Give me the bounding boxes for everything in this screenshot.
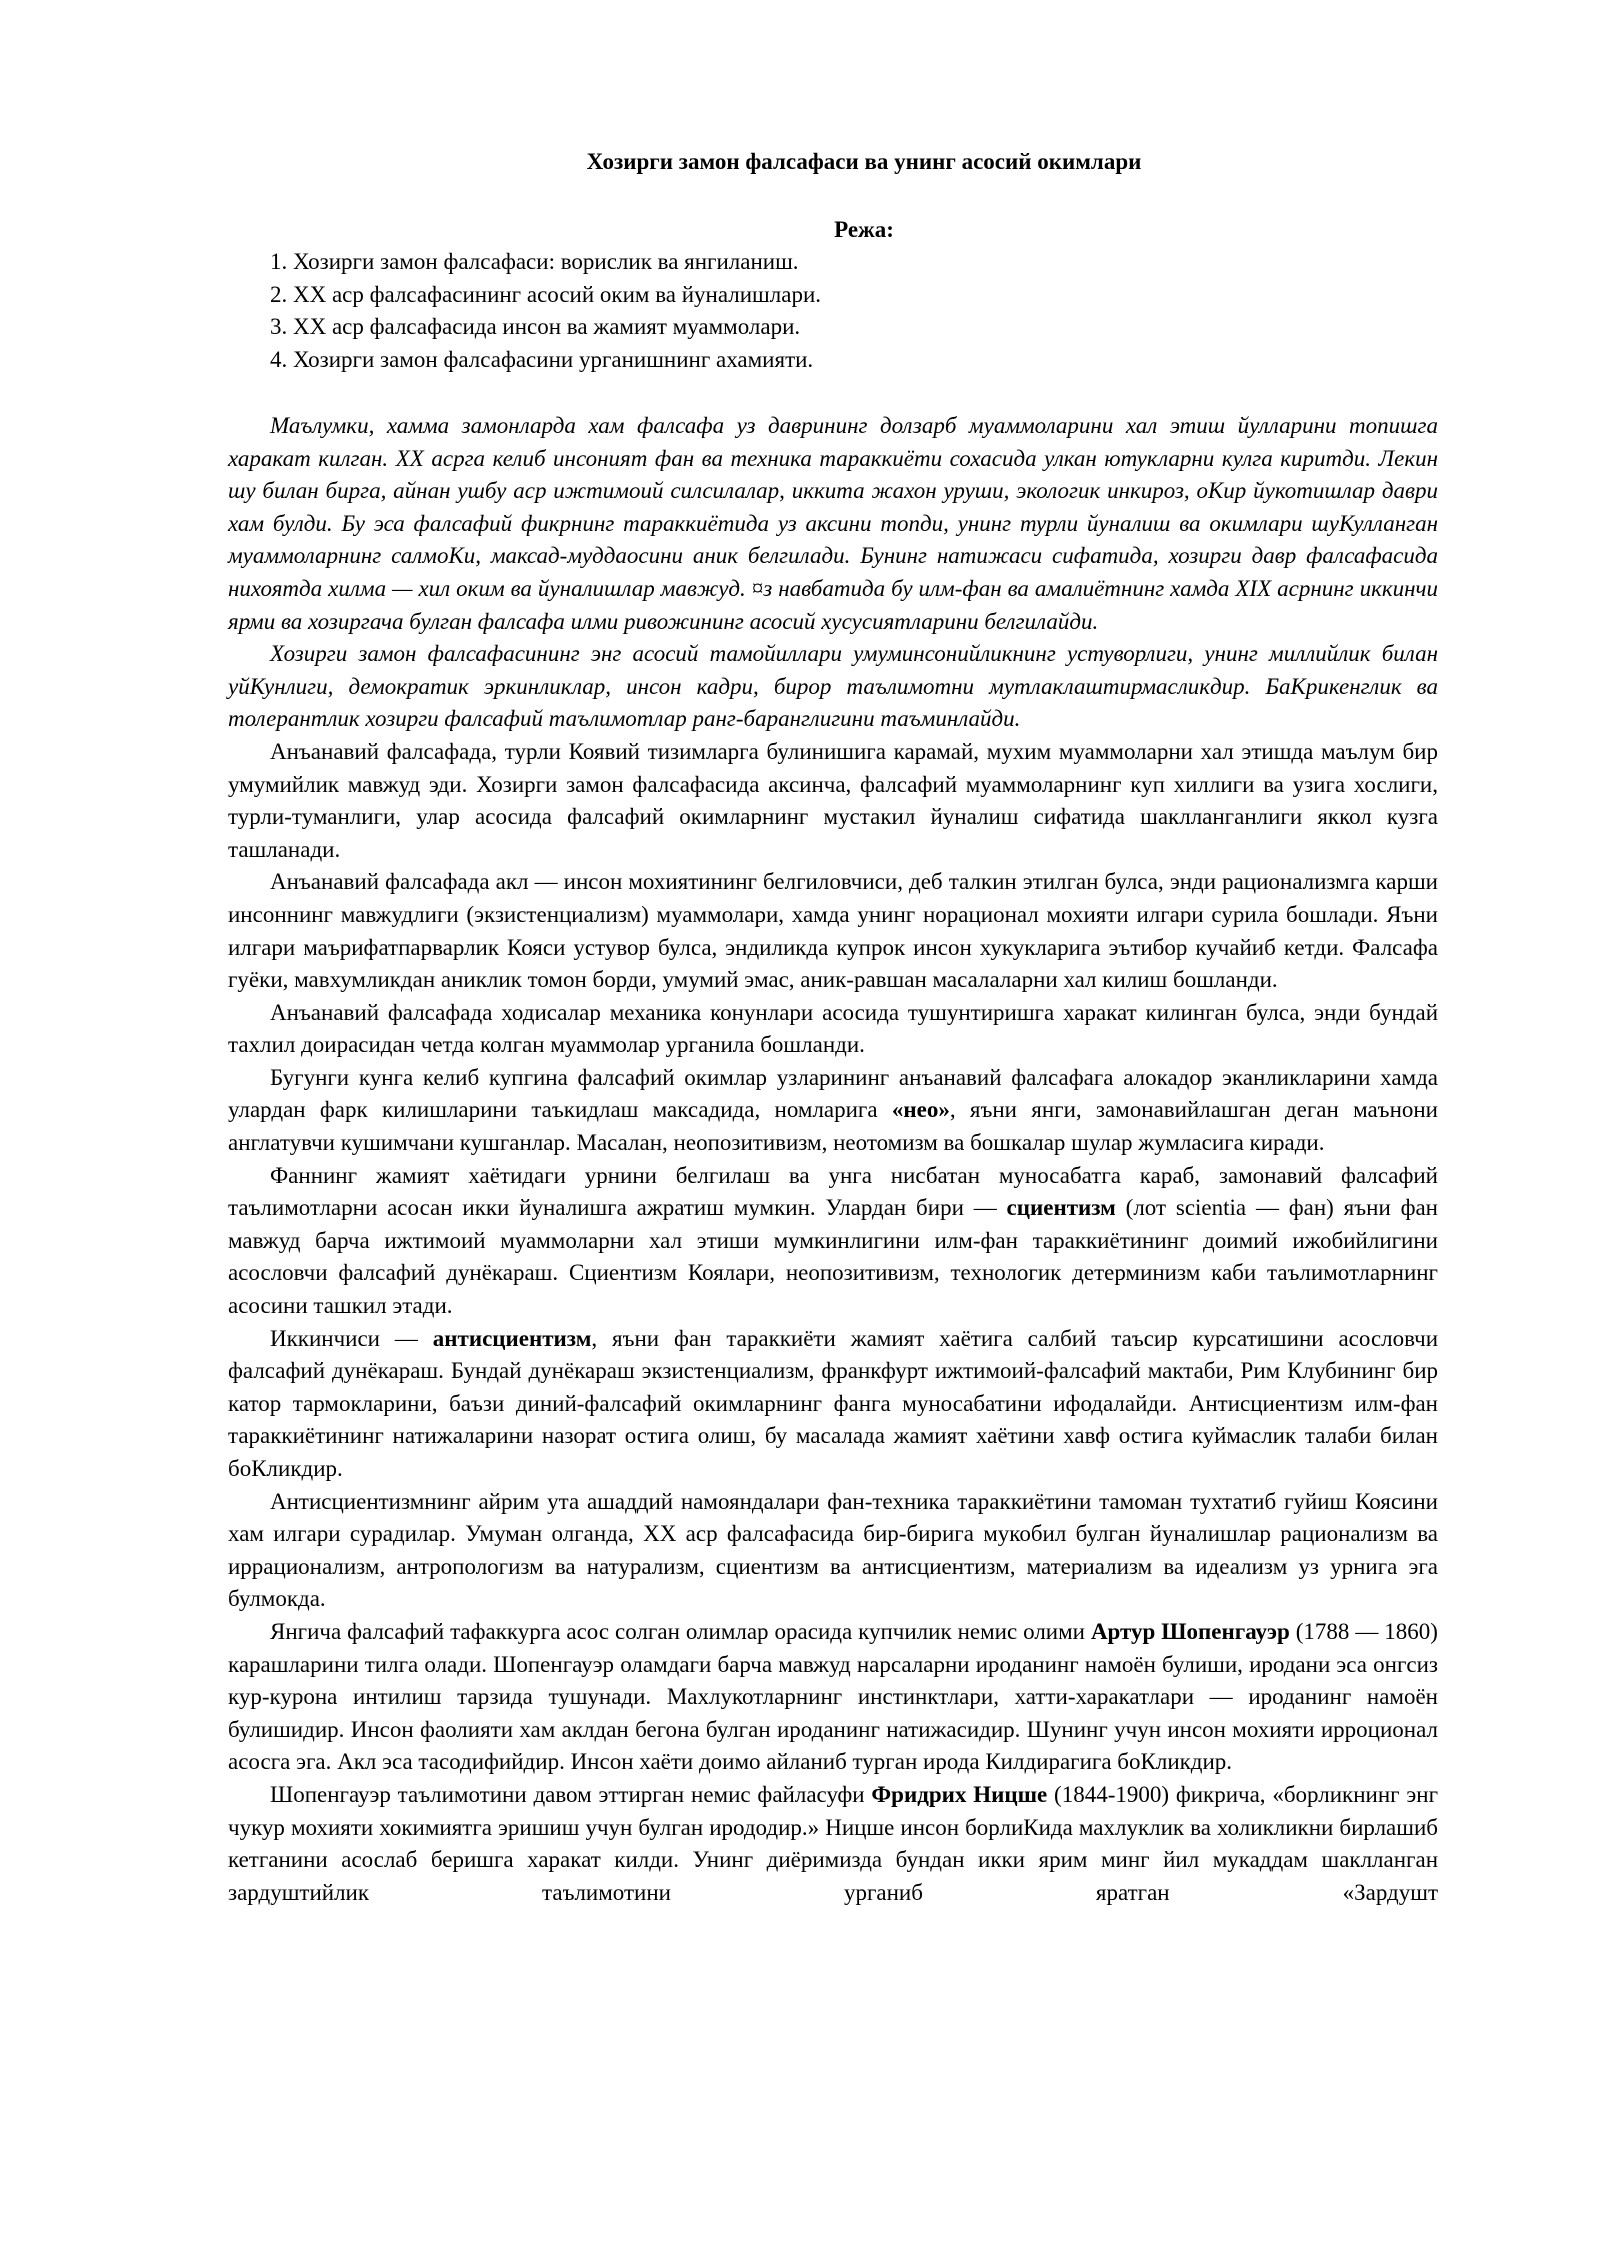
paragraph-text: Янгича фалсафий тафаккурга асос солган олимлар орасида купчилик немис олими <box>270 1618 1091 1644</box>
paragraph-text: Анъанавий фалсафада ходисалар механика конунлари асосида тушунтиришга харакат килинган булса, энди бундай тахлил доирасидан четда колган муаммолар урганила бошланди. <box>228 999 1438 1058</box>
paragraph <box>228 1616 1438 1779</box>
paragraph-text: , яъни янги, замонавийлашган деган маънони англатувчи кушимчани кушганлар. Масалан, неопозитивизм, неотомизм ва бошкалар шулар жумласига киради. <box>228 1097 1438 1156</box>
paragraph-text: (1788 — 1860) карашларини тилга олади. Шопенгауэр оламдаги барча мавжуд нарсаларни ироданинг намоён булиши, иродани эса онгсиз кур-курона интилиш тарзида тушунади. Махлукотларнинг инстинктлари, хатти-харакатлари — ироданинг намоён булишидир. Инсон фаолияти хам аклдан бегона булган ироданинг натижасидир. Шунинг учун инсон мохияти ирроционал асосга эга. Акл эса тасодифийдир. Инсон хаёти доимо айланиб турган ирода Килдирагига боКликдир. <box>228 1618 1438 1775</box>
name-nietzsche: Фридрих Ницше <box>871 1781 1048 1807</box>
paragraph-text: Анъанавий фалсафада акл — инсон мохиятининг белгиловчиси, деб талкин этилган булса, энди рационализмга карши инсоннинг мавжудлиги (экзистенциализм) муаммолари, хамда унинг норационал мохияти илгари сурила бошлади. Яъни илгари маърифатпарварлик Кояси устувор булса, эндиликда купрок инсон хукукларига эътибор кучайиб кетди. Фалсафа гуёки, мавхумликдан аниклик томон борди, умумий эмас, аник-равшан масалаларни хал килиш бошланди. <box>228 869 1438 993</box>
paragraph <box>228 1486 1438 1616</box>
paragraph-text: Антисциентизмнинг айрим ута ашаддий намояндалари фан-техника тараккиётини тамоман тухтатиб гуйиш Коясини хам илгари сурадилар. Умуман олганда, XX аср фалсафасида бир-бирига мукобил булган йуналишлар рационализм ва иррационализм, антропологизм ва натурализм, сциентизм ва антисциентизм, материализм ва идеализм уз урнига эга булмокда. <box>228 1488 1438 1612</box>
paragraph <box>228 997 1438 1062</box>
plan-item: 4. Хозирги замон фалсафасини урганишнинг ахамияти. <box>270 346 814 372</box>
document-title: Хозирги замон фалсафаси ва унинг асосий окимлари <box>586 149 1142 174</box>
name-schopenhauer: Артур Шопенгауэр <box>1090 1618 1290 1644</box>
paragraph <box>228 736 1438 866</box>
term-neo: «нео» <box>891 1097 950 1123</box>
paragraph <box>228 1160 1438 1323</box>
term-antiscientism: антисциентизм <box>432 1325 592 1351</box>
paragraph-text: Хозирги замон фалсафасининг энг асосий тамойиллари умуминсонийликнинг устуворлиги, унинг миллийлик билан уйКунлиги, демократик эркинликлар, инсон кадри, бирор таълимотни мутлаклаштирмасликдир. БаКрикенглик ва толерантлик хозирги фалсафий таълимотлар ранг-баранглигини таъминлайди. <box>228 641 1438 732</box>
plan-list <box>228 246 1438 376</box>
paragraph-principles <box>228 638 1438 736</box>
term-scientism: сциентизм <box>1006 1195 1116 1221</box>
document-body <box>228 410 1438 1909</box>
plan-heading: Режа: <box>834 217 894 242</box>
plan-item: 3. XX аср фалсафасида инсон ва жамият муаммолари. <box>270 314 801 339</box>
paragraph <box>228 866 1438 996</box>
plan-item: 1. Хозирги замон фалсафаси: ворислик ва янгиланиш. <box>270 249 799 274</box>
paragraph-text: Иккинчиси — <box>270 1325 433 1351</box>
paragraph-text: (лот scientia — фан) яъни фан мавжуд барча ижтимоий муаммоларни хал этиши мумкинлигини илм-фан тараккиётининг доимий ижобийлигини асословчи фалсафий дунёкараш. Сциентизм Коялари, неопозитивизм, технологик детерминизм каби таълимотларнинг асосини ташкил этади. <box>228 1195 1438 1319</box>
paragraph <box>228 1323 1438 1486</box>
paragraph-text: Анъанавий фалсафада, турли Коявий тизимларга булинишига карамай, мухим муаммоларни хал этишда маълум бир умумийлик мавжуд эди. Хозирги замон фалсафасида аксинча, фалсафий муаммоларнинг куп хиллиги ва узига хослиги, турли-туманлиги, улар асосида фалсафий окимларнинг мустакил йуналиш сифатида шаклланганлиги яккол кузга ташланади. <box>228 738 1438 862</box>
paragraph-text: Шопенгауэр таълимотини давом эттирган немис файласуфи <box>270 1781 872 1807</box>
paragraph-text: Бугунги кунга келиб купгина фалсафий окимлар узларининг анъанавий фалсафага алокадор эканликларини хамда улардан фарк килишларини таъкидлаш максадида, номларига <box>228 1064 1438 1123</box>
paragraph-intro <box>228 410 1438 638</box>
paragraph <box>228 1062 1438 1160</box>
paragraph-text: , яъни фан тараккиёти жамият хаётига салбий таъсир курсатишини асословчи фалсафий дунёкараш. Бундай дунёкараш экзистенциализм, франкфурт ижтимоий-фалсафий мактаби, Рим Клубининг бир катор тармокларини, баъзи диний-фалсафий окимларнинг фанга муносабатини ифодалайди. Антисциентизм илм-фан тараккиётининг натижаларини назорат остига олиш, бу масалада жамият хаётини хавф остига куймаслик талаби билан боКликдир. <box>228 1325 1439 1481</box>
paragraph-text: Маълумки, хамма замонларда хам фалсафа уз даврининг долзарб муаммоларини хал этиш йулларини топишга харакат килган. XX асрга келиб инсоният фан ва техника тараккиёти сохасида улкан ютукларни кулга киритди. Лекин шу билан бирга, айнан ушбу аср ижтимоий силсилалар, иккита жахон уруши, экологик инкироз, оКир йукотишлар даври хам булди. Бу эса фалсафий фикрнинг тараккиётида уз аксини топди, унинг турли йуналиш ва окимлари шуКулланган муаммоларнинг салмоКи, максад-муддаосини аник белгилади. Бунинг натижаси сифатида, хозирги давр фалсафасида нихоятда хилма — хил оким ва йуналишлар мавжуд. ¤з навбатида бу илм-фан ва амалиётнинг хамда XIX асрнинг иккинчи ярми ва хозиргача булган фалсафа илми ривожининг асосий хусусиятларини белгилайди. <box>228 413 1438 634</box>
plan-item: 2. XX аср фалсафасининг асосий оким ва йуналишлари. <box>270 281 822 307</box>
paragraph-text: Фаннинг жамият хаётидаги урнини белгилаш ва унга нисбатан муносабатга караб, замонавий фалсафий таълимотларни асосан икки йуналишга ажратиш мумкин. Улардан бири — <box>228 1162 1438 1221</box>
paragraph <box>228 1779 1438 1909</box>
paragraph-text: (1844-1900) фикрича, «борликнинг энг чукур мохияти хокимиятга эришиш учун булган ирододир.» Ницше инсон борлиКида махлуклик ва холикликни бирлашиб кетганини асослаб беришга харакат килди. Унинг диёримизда бундан икки ярим минг йил мукаддам шаклланган зардуштийлик таълимотини урганиб яратган «Зардушт <box>228 1781 1438 1905</box>
